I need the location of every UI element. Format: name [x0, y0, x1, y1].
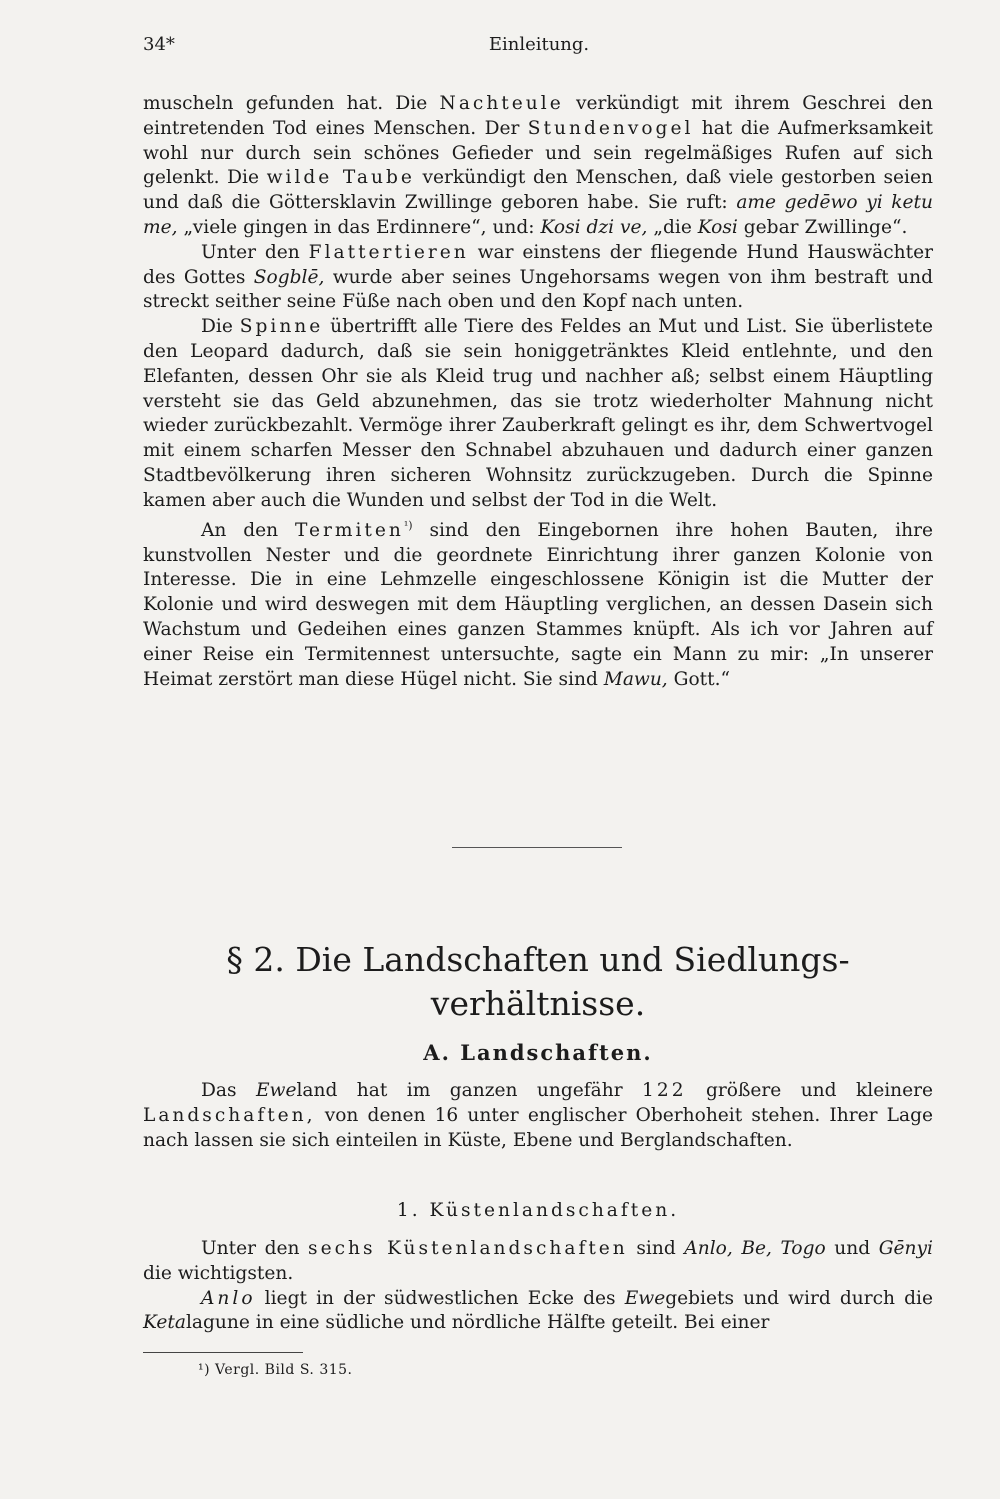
text-run: Mawu, — [603, 668, 668, 690]
text-run: Termiten — [295, 519, 404, 541]
text-run: Sogblē, — [253, 266, 325, 288]
text-run: die wichtigsten. — [143, 1262, 294, 1284]
text-run: von denen 16 unter englischer Oberhoheit stehen. Ihrer Lage nach lassen sie sich einteilen in Küste, Ebene und Berglandschaften. — [143, 1104, 933, 1151]
text-run: Kosi dzi ve, — [540, 216, 648, 238]
text-run: ame gedēwo yi ketu me, — [143, 192, 933, 238]
text-run: sind den Eingebornen ihre hohen Bauten, ihre kunstvollen Nester und die geordnete Einrichtung ihrer ganzen Kolonie von Interesse. Die in eine Lehmzelle eingeschlossene Königin ist die Mutter der Kolonie und wird deswegen mit dem Häuptling verglichen, an dessen Dasein sich Wachstum und Gedeihen eines ganzen Stammes knüpft. Als ich vor Jahren auf einer Reise ein Termitennest untersuchte, sagte ein Mann zu mir: „In unserer Heimat zerstört man diese Hügel nicht. Sie sind — [143, 519, 933, 690]
text-run: lagune in eine südliche und nördliche Hälfte geteilt. Bei einer — [185, 1312, 770, 1334]
page-header — [143, 34, 935, 64]
footnote-rule — [143, 1352, 303, 1353]
section-title-line: verhältnisse. — [430, 984, 646, 1023]
text-run: Die — [201, 316, 240, 338]
text-run: Das — [201, 1080, 256, 1101]
subsection-heading: A. Landschaften. — [423, 1040, 653, 1065]
text-run: wurde aber seines Ungehorsams wegen von ihm bestraft und streckt seither seine Füße nach oben und den Kopf nach unten. — [143, 266, 933, 313]
running-title: Einleitung. — [488, 34, 590, 55]
text-run: An den — [201, 519, 295, 541]
text-run: Stundenvogel — [527, 117, 694, 139]
text-run: Gott.“ — [667, 668, 731, 690]
section-divider — [452, 847, 622, 848]
text-run: gebiets und wird durch die — [665, 1287, 933, 1309]
text-run: und — [825, 1238, 879, 1259]
text-run: muscheln gefunden hat. Die — [143, 93, 440, 114]
text-run: land hat im ganzen ungefähr — [296, 1080, 643, 1101]
text-run: Ewe — [255, 1080, 297, 1101]
text-run: gebar Zwillinge“. — [737, 216, 908, 238]
subsubsection-heading: 1. Küstenlandschaften. — [396, 1200, 680, 1221]
section-title — [143, 938, 933, 1026]
text-run: Gēnyi — [878, 1238, 933, 1259]
text-run: Spinne — [239, 316, 324, 338]
text-run: wilde Taube — [266, 167, 415, 189]
text-run: Kosi — [697, 216, 738, 238]
text-run: Flattertieren — [308, 241, 469, 263]
text-run: „viele gingen in das Erdinnere“, und: — [177, 216, 541, 238]
text-run: Keta — [143, 1312, 186, 1334]
text-run: Nachteule — [439, 93, 564, 114]
body-text-block — [143, 1237, 933, 1336]
paragraph — [143, 241, 933, 315]
text-run: Anlo, Be, Togo — [684, 1238, 826, 1259]
text-run: war einstens der fliegende Hund Hauswächter des Gottes — [143, 241, 933, 288]
text-run: verkündigt mit ihrem Geschrei den eintretenden Tod eines Menschen. Der — [143, 93, 933, 139]
text-run: Anlo — [201, 1287, 256, 1309]
paragraph — [143, 1237, 933, 1287]
text-run: hat die Aufmerksamkeit wohl nur durch sein schönes Gefieder und sein regelmäßiges Rufen auf sich gelenkt. Die — [143, 117, 934, 189]
page-number: 34* — [143, 34, 175, 55]
paragraph — [143, 514, 933, 693]
text-run: verkündigt den Menschen, daß viele gestorben seien und daß die Göttersklavin Zwillinge geboren habe. Sie ruft: — [143, 167, 933, 214]
paragraph — [143, 1287, 933, 1337]
text-run: sechs Küstenlandschaften — [308, 1238, 628, 1259]
text-run: liegt in der südwestlichen Ecke des — [255, 1287, 625, 1309]
text-run: Unter den — [201, 1238, 309, 1259]
paragraph — [143, 92, 933, 241]
footnote: ¹) Vergl. Bild S. 315. — [198, 1362, 353, 1378]
paragraph — [143, 315, 933, 513]
text-run: übertrifft alle Tiere des Feldes an Mut und List. Sie überlistete den Leopard dadurch, daß sie sein honiggetränktes Kleid entlehnte, und den Elefanten, dessen Ohr sie als Kleid trug und nachher aß; selbst einem Häuptling versteht sie das Geld abzunehmen, das sie trotz wiederholter Mahnung nicht wieder zurückbezahlt. Vermöge ihrer Zauberkraft gelingt es ihr, dem Schwertvogel mit einem scharfen Messer den Schnabel abzuhauen und dadurch einer ganzen Stadtbevölkerung ihren sicheren Wohnsitz zurückzugeben. Durch die Spinne kamen aber auch die Wunden und selbst der Tod in die Welt. — [143, 316, 933, 511]
text-run: 122 — [642, 1080, 687, 1101]
text-run: sind — [627, 1238, 685, 1259]
text-run: Unter den — [201, 241, 309, 263]
text-run: „die — [647, 216, 698, 238]
body-text-block — [143, 1079, 933, 1153]
section-title-line: § 2. Die Landschaften und Siedlungs- — [226, 940, 850, 979]
body-text-block — [143, 92, 933, 692]
text-run: Landschaften, — [143, 1104, 316, 1126]
text-run: größere und kleinere — [686, 1080, 934, 1101]
paragraph — [143, 1079, 933, 1153]
text-run: ¹) — [403, 518, 413, 532]
text-run: Ewe — [624, 1287, 666, 1309]
